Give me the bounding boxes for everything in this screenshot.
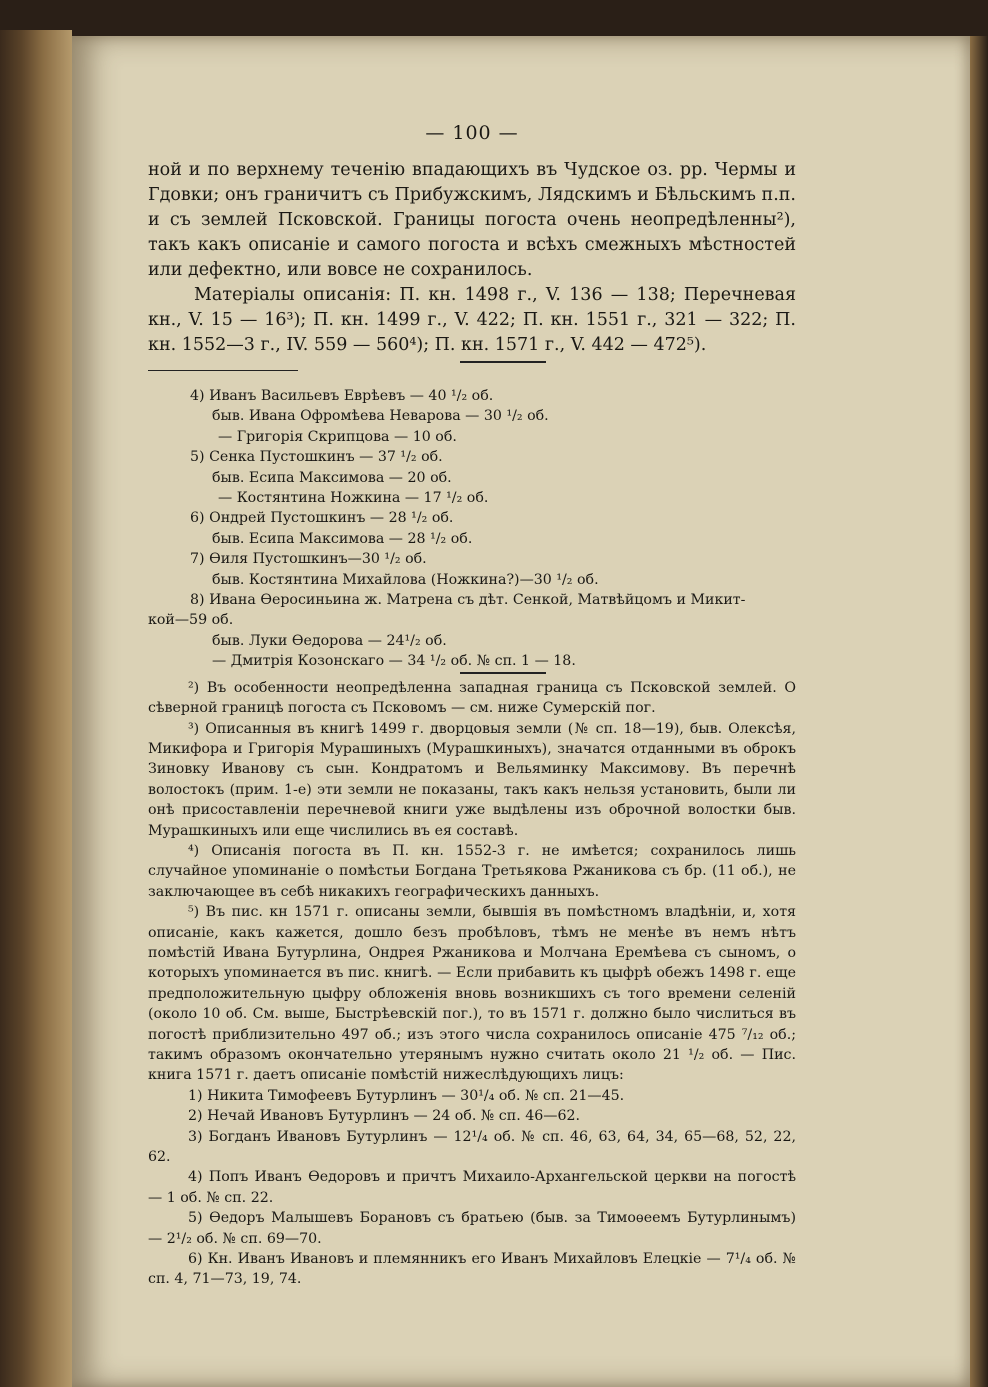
estate-entry: — Григорія Скрипцова — 10 об. <box>218 428 457 445</box>
footnote-line: — Дмитрія Козонскаго — 34 ¹/₂ об. № сп. 1 — 18. <box>212 653 576 670</box>
book-binding-shadow <box>970 36 988 1387</box>
footnote-line: кой—59 об. <box>148 612 234 629</box>
estate-entry: — Костянтина Ножкина — 17 ¹/₂ об. <box>218 490 489 507</box>
estate-entry: 7) Ѳиля Пустошкинъ—30 ¹/₂ об. <box>190 551 427 568</box>
person-entry: 6) Кн. Иванъ Ивановъ и племянникъ его Иванъ Михайловъ Елецкіе — 7¹/₄ об. № сп. 4, 71—73, 19, 74. <box>148 1251 796 1288</box>
main-paragraph: ной и по верхнему теченію впадающихъ въ Чудское оз. рр. Чермы и Гдовки; онъ граничитъ съ Прибужскимъ, Лядскимъ и Бѣльскимъ п.п. и съ землей Псковской. Границы погоста очень неопредѣленны²), такъ какъ описаніе и самого погоста и всѣхъ смежныхъ мѣстностей или дефектно, или вовсе не сохранилось. <box>148 160 796 280</box>
estate-entry: быв. Есипа Максимова — 28 ¹/₂ об. <box>212 530 473 547</box>
person-entry: 2) Нечай Ивановъ Бутурлинъ — 24 об. № сп. 46—62. <box>188 1108 581 1125</box>
footnote-divider <box>148 358 796 386</box>
person-entry: 1) Никита Тимофеевъ Бутурлинъ — 30¹/₄ об. № сп. 21—45. <box>188 1087 625 1104</box>
footnote-4: ⁴) Описанія погоста въ П. кн. 1552-3 г. не имѣется; сохранилось лишь случайное упоминаніе о помѣстьи Богдана Третьякова Ржаникова съ бр. (11 об.), не заключающее въ себѣ никакихъ географическихъ данныхъ. <box>148 842 796 900</box>
persons-list <box>148 1086 796 1290</box>
page-number: — 100 — <box>425 122 519 144</box>
footnote-rule <box>148 370 298 371</box>
estate-entry: 4) Иванъ Васильевъ Еврѣевъ — 40 ¹/₂ об. <box>190 388 494 404</box>
estate-entry: 5) Сенка Пустошкинъ — 37 ¹/₂ об. <box>190 449 443 466</box>
estate-list <box>148 386 796 590</box>
main-paragraph: Матеріалы описанія: П. кн. 1498 г., V. 136 — 138; Перечневая кн., V. 15 — 16³); П. кн. 1499 г., V. 422; П. кн. 1551 г., 321 — 322; П. кн. 1552—3 г., IV. 559 — 560⁴); П. кн. 1571 г., V. 442 — 472⁵). <box>148 285 796 355</box>
estate-entry: быв. Костянтина Михайлова (Ножкина?)—30 ¹/₂ об. <box>212 571 599 588</box>
estate-entry: быв. Ивана Офромѣева Неварова — 30 ¹/₂ об. <box>212 408 549 425</box>
divider-line <box>460 672 546 674</box>
footnotes <box>148 386 796 1290</box>
footnote-2: ²) Въ особенности неопредѣленна западная граница съ Псковской землей. О сѣверной границѣ погоста съ Псковомъ — см. ниже Сумерскій пог. <box>148 679 796 717</box>
section-divider <box>148 672 796 678</box>
estate-entry: 6) Ондрей Пустошкинъ — 28 ¹/₂ об. <box>190 510 454 527</box>
book-page-edges <box>0 30 72 1387</box>
footnote-line: 8) Ивана Ѳеросиньина ж. Матрена съ дѣт. Сенкой, Матвѣйцомъ и Микит- <box>190 592 746 609</box>
footnote-line: быв. Луки Ѳедорова — 24¹/₂ об. <box>212 632 447 649</box>
person-entry: 4) Попъ Иванъ Ѳедоровъ и причтъ Михаило-Архангельской церкви на погостѣ — 1 об. № сп. 22. <box>148 1169 796 1206</box>
estate-entry: быв. Есипа Максимова — 20 об. <box>212 469 452 486</box>
main-text <box>148 158 796 358</box>
person-entry: 3) Богданъ Ивановъ Бутурлинъ — 12¹/₄ об. № сп. 46, 63, 64, 34, 65—68, 52, 22, 62. <box>148 1128 796 1166</box>
footnote-5: ⁵) Въ пис. кн 1571 г. описаны земли, бывшія въ помѣстномъ владѣніи, и, хотя описаніе, какъ кажется, дошло безъ пробѣловъ, тѣмъ не менѣе въ немъ нѣтъ помѣстій Ивана Бутурлина, Ондрея Ржаникова и Молчана Еремѣева съ сыномъ, о которыхъ упоминается въ пис. книгѣ. — Если прибавить къ цыфрѣ обежъ 1498 г. еще предположительную цыфру обложенія вновь возникшихъ съ того времени селеній (около 10 об. См. выше, Быстрѣевскій пог.), то въ 1571 г. должно было числиться въ погостѣ приблизительно 497 об.; изъ этого числа сохранилось описаніе 475 ⁷/₁₂ об.; такимъ образомъ окончательно утерянымъ нужно считать около 21 ¹/₂ об. — Пис. книга 1571 г. даетъ описаніе помѣстій нижеслѣдующихъ лицъ: <box>148 904 796 1084</box>
page-content <box>148 122 796 1290</box>
column-divider <box>460 361 546 363</box>
footnote-3: ³) Описанныя въ книгѣ 1499 г. дворцовыя земли (№ сп. 18—19), быв. Олексѣя, Микифора и Григорія Мурашиныхъ (Мурашкиныхъ), значатся отданными въ оброкъ Зиновку Иванову съ сын. Кондратомъ и Вельяминку Максимову. Въ перечнѣ волостокъ (прим. 1-е) эти земли не показаны, такъ какъ нельзя установить, были ли онѣ присоставленіи перечневой книги уже выдѣлены изъ оброчной волостки быв. Мурашкиныхъ или еще числились въ ея составѣ. <box>148 720 796 839</box>
person-entry: 5) Ѳедоръ Малышевъ Борановъ съ братьею (быв. за Тимоѳеемъ Бутурлинымъ) — 2¹/₂ об. № сп. 69—70. <box>148 1210 796 1247</box>
